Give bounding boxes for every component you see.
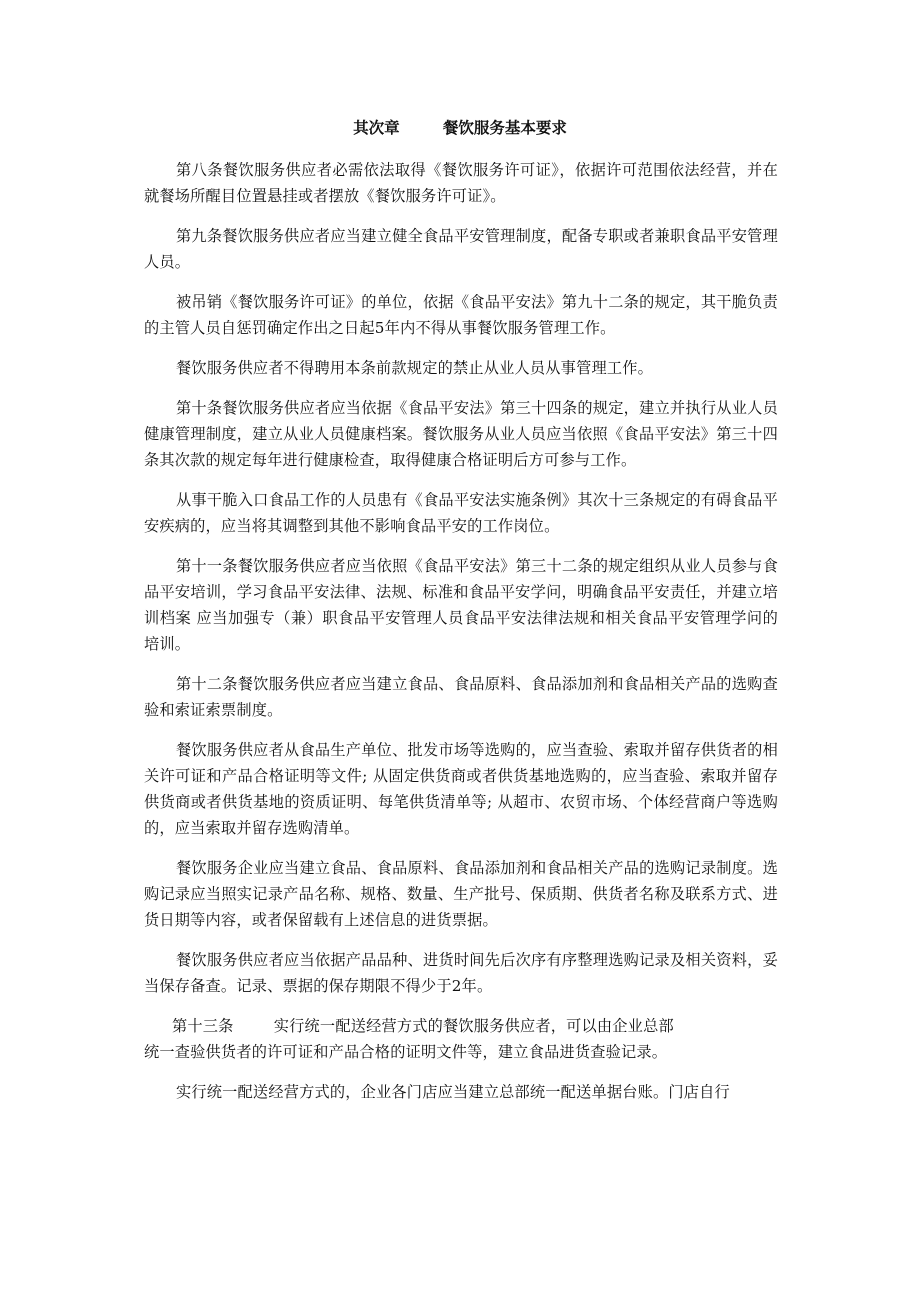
paragraph-article-11: 第十一条餐饮服务供应者应当依照《食品平安法》第三十二条的规定组织从业人员参与食品平安培训，学习食品平安法律、法规、标准和食品平安学问，明确食品平安责任，并建立培训档案 应当加强专（兼）职食品平安管理人员食品平安法律法规和相关食品平安管理学问的培训。 (144, 557, 778, 653)
paragraph-prohibited-staff: 餐饮服务供应者不得聘用本条前款规定的禁止从业人员从事管理工作。 (176, 359, 654, 377)
article-13-line-2: 统一查验供货者的许可证和产品合格的证明文件等，建立食品进货查验记录。 (144, 1043, 668, 1061)
paragraph-article-8: 第八条餐饮服务供应者必需依法取得《餐饮服务许可证》，依据许可范围依法经营，并在就餐场所醒目位置悬挂或者摆放《餐饮服务许可证》。 (144, 161, 778, 205)
paragraph-revoked-license: 被吊销《餐饮服务许可证》的单位，依据《食品平安法》第九十二条的规定，其干脆负责的主管人员自惩罚确定作出之日起5年内不得从事餐饮服务管理工作。 (144, 293, 778, 337)
paragraph-article-13 (144, 1013, 778, 1065)
chapter-title: 其次章 餐饮服务基本要求 (353, 119, 567, 137)
paragraph-unified-distribution: 实行统一配送经营方式的，企业各门店应当建立总部统一配送单据台账。门店自行 (176, 1083, 730, 1101)
paragraph-article-10: 第十条餐饮服务供应者应当依据《食品平安法》第三十四条的规定，建立并执行从业人员健康管理制度，建立从业人员健康档案。餐饮服务从业人员应当依照《食品平安法》第三十四条其次款的规定每年进行健康检查，取得健康合格证明后方可参与工作。 (144, 399, 778, 469)
paragraph-disease-transfer: 从事干脆入口食品工作的人员患有《食品平安法实施条例》其次十三条规定的有碍食品平安疾病的，应当将其调整到其他不影响食品平安的工作岗位。 (144, 491, 778, 535)
paragraph-purchase-verification: 餐饮服务供应者从食品生产单位、批发市场等选购的，应当查验、索取并留存供货者的相关许可证和产品合格证明等文件; 从固定供货商或者供货基地选购的，应当查验、索取并留存供货商或者供货基地的资质证明、每笔供货清单等; 从超市、农贸市场、个体经营商户等选购的，应当索取并留存选购清单。 (144, 741, 778, 837)
paragraph-purchase-records: 餐饮服务企业应当建立食品、食品原料、食品添加剂和食品相关产品的选购记录制度。选购记录应当照实记录产品名称、规格、数量、生产批号、保质期、供货者名称及联系方式、进货日期等内容，或者保留载有上述信息的进货票据。 (144, 859, 778, 929)
paragraph-article-12: 第十二条餐饮服务供应者应当建立食品、食品原料、食品添加剂和食品相关产品的选购查验和索证索票制度。 (144, 675, 778, 719)
document-body (144, 157, 778, 1119)
paragraph-article-9: 第九条餐饮服务供应者应当建立健全食品平安管理制度，配备专职或者兼职食品平安管理人员。 (144, 227, 778, 271)
paragraph-record-retention: 餐饮服务供应者应当依据产品品种、进货时间先后次序有序整理选购记录及相关资料，妥当保存备查。记录、票据的保存期限不得少于2年。 (144, 951, 778, 995)
article-13-line-1: 第十三条 实行统一配送经营方式的餐饮服务供应者，可以由企业总部 (172, 1017, 674, 1035)
